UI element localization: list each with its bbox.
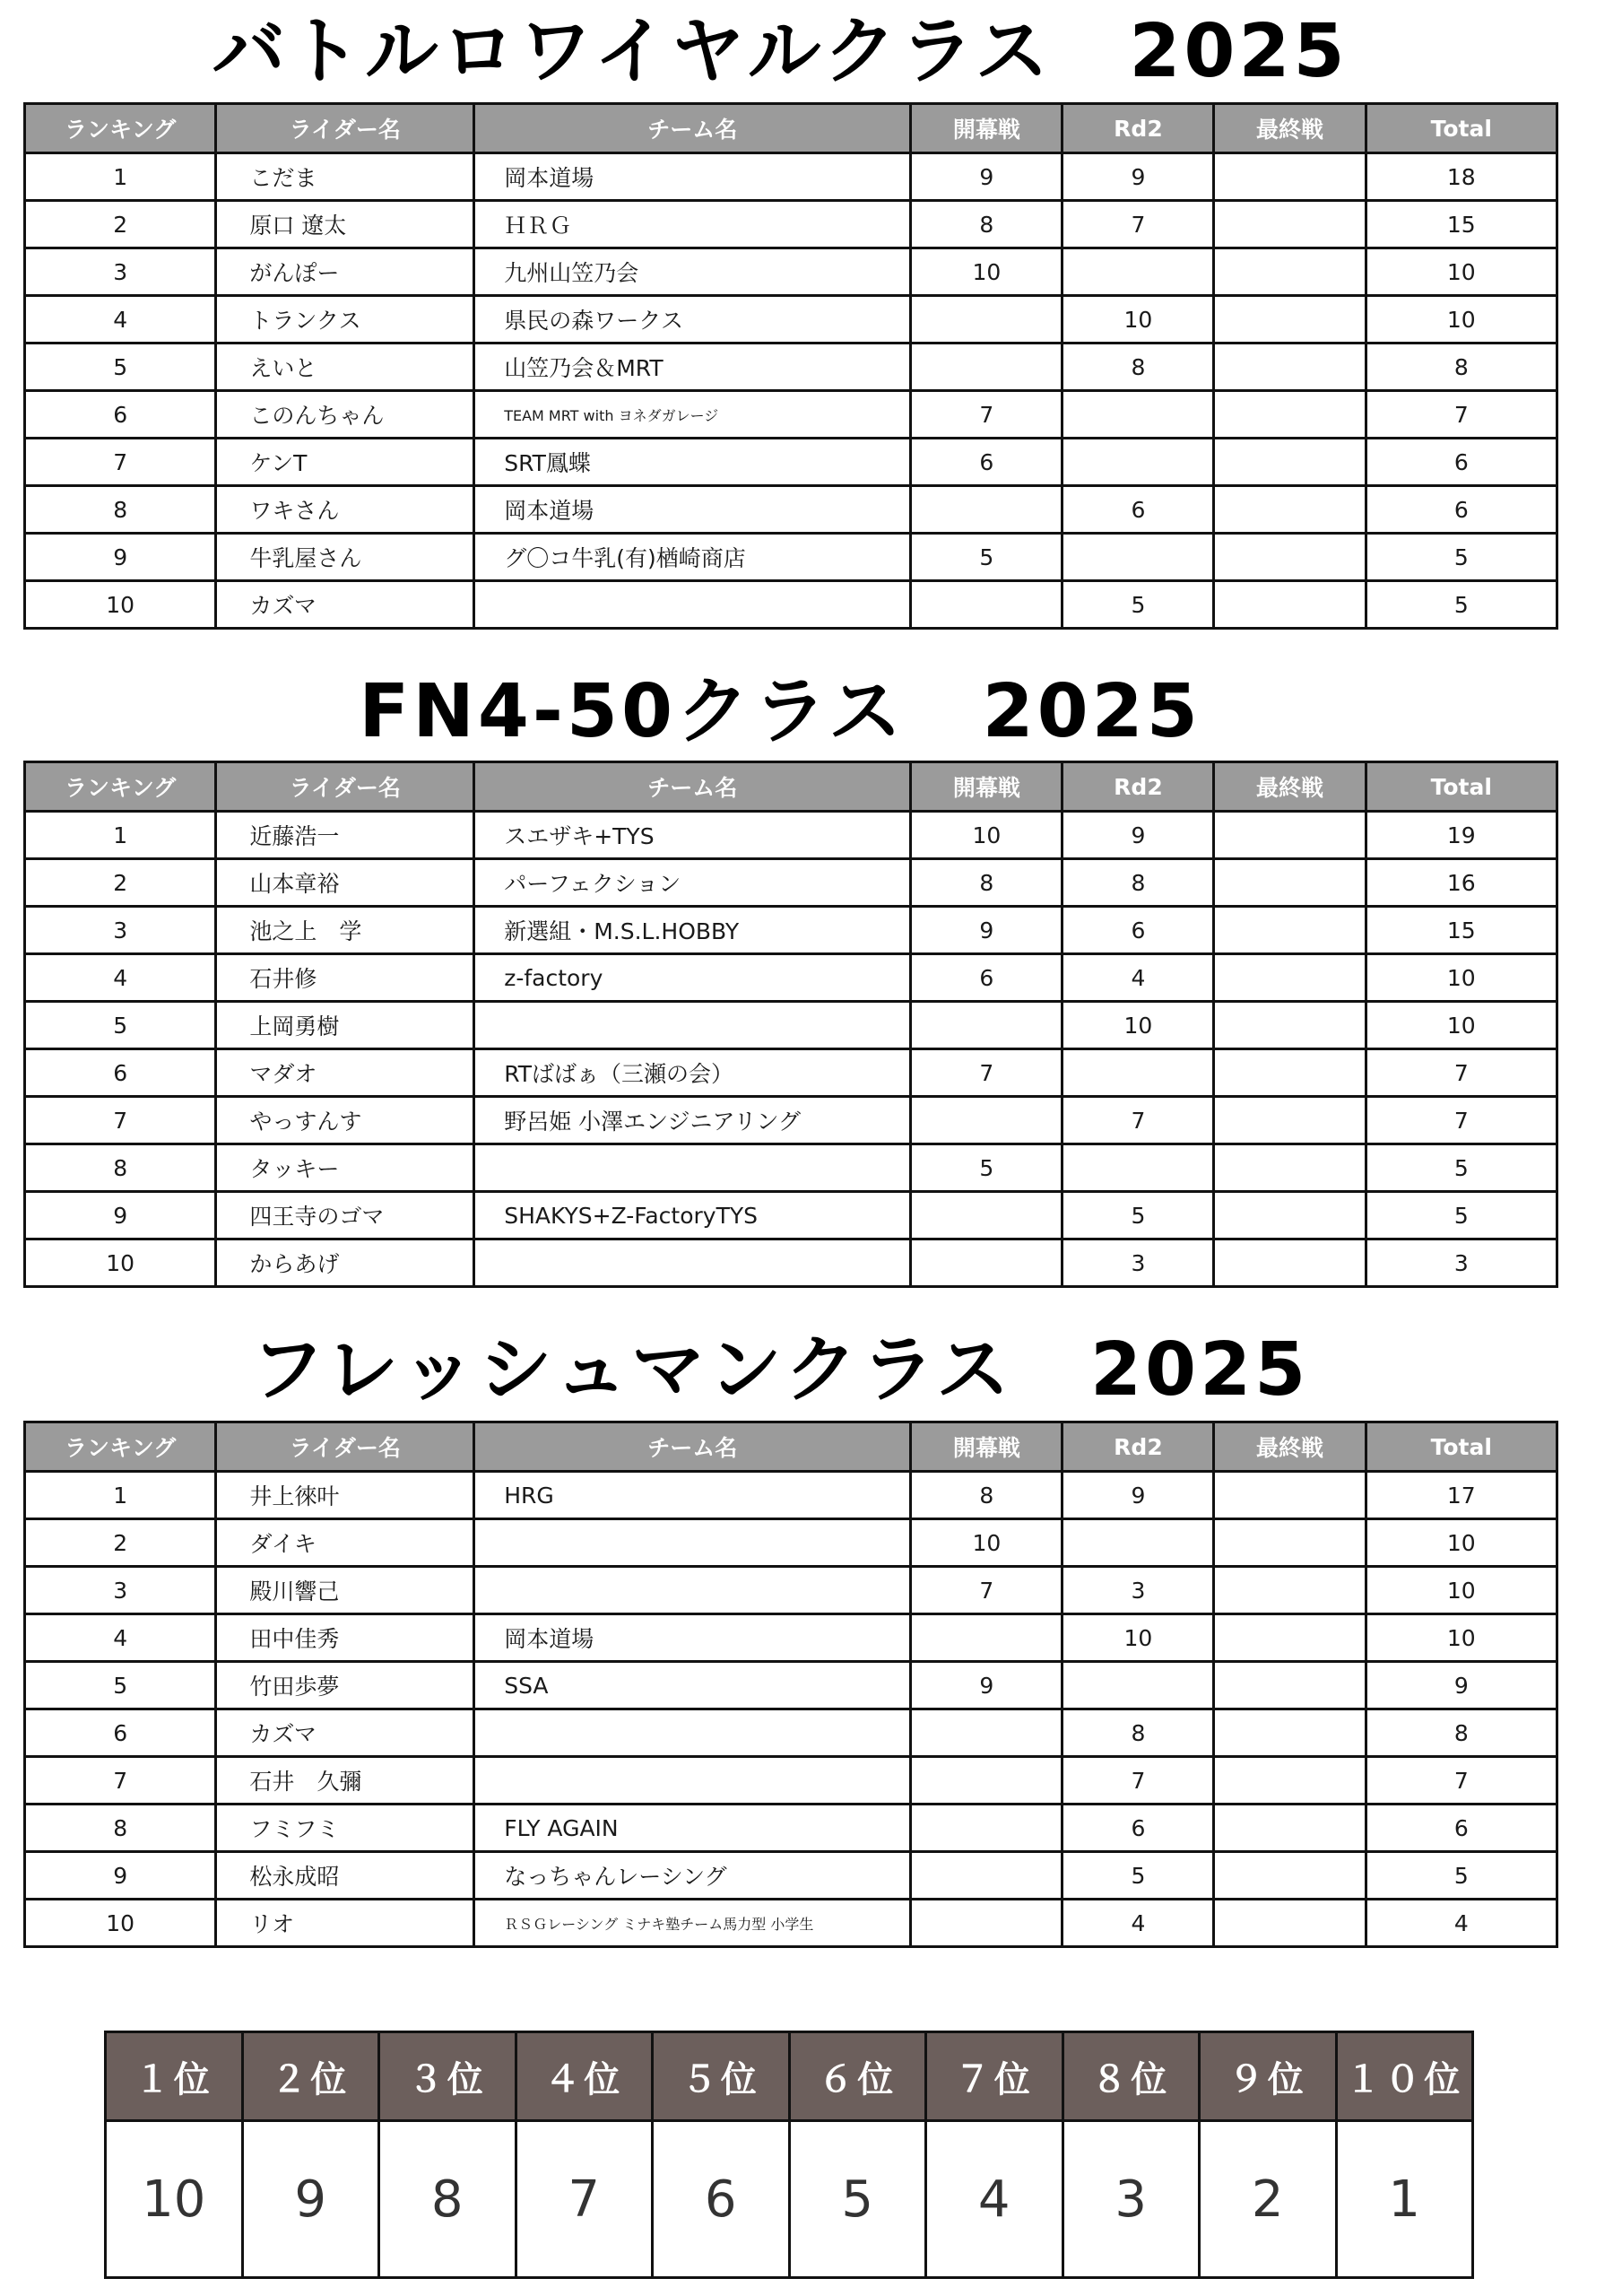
header-round1: 開幕戦	[911, 762, 1063, 812]
final-round-points-cell	[1214, 812, 1366, 859]
standings-table-battle-royal	[23, 102, 1558, 630]
round1-points-cell	[911, 1709, 1063, 1757]
header-final: 最終戦	[1214, 1422, 1366, 1472]
round2-points-cell: 5	[1063, 581, 1214, 629]
round1-points-cell	[911, 1900, 1063, 1947]
table-row	[25, 1144, 1557, 1192]
place-label-cell: １０位	[1336, 2032, 1473, 2121]
rank-cell: 5	[25, 1002, 216, 1049]
rank-cell: 5	[25, 1662, 216, 1709]
table-row	[25, 1519, 1557, 1567]
final-round-points-cell	[1214, 1757, 1366, 1805]
table-row	[25, 1709, 1557, 1757]
final-round-points-cell	[1214, 344, 1366, 391]
place-label-cell: ３位	[379, 2032, 516, 2121]
header-total: Total	[1366, 762, 1557, 812]
table-row	[25, 201, 1557, 248]
points-header-row	[106, 2032, 1473, 2121]
team-name-cell: SSA	[474, 1662, 911, 1709]
table-body	[25, 812, 1557, 1287]
header-round1: 開幕戦	[911, 1422, 1063, 1472]
total-points-cell: 10	[1366, 1614, 1557, 1662]
total-points-cell: 10	[1366, 1567, 1557, 1614]
round1-points-cell: 6	[911, 439, 1063, 486]
round1-points-cell: 6	[911, 954, 1063, 1002]
place-points-cell: 9	[242, 2121, 379, 2278]
round1-points-cell: 7	[911, 1049, 1063, 1097]
final-round-points-cell	[1214, 1662, 1366, 1709]
total-points-cell: 10	[1366, 296, 1557, 344]
round2-points-cell: 8	[1063, 344, 1214, 391]
final-round-points-cell	[1214, 954, 1366, 1002]
rider-name-cell: 竹田歩夢	[216, 1662, 474, 1709]
place-label-cell: ６位	[789, 2032, 926, 2121]
rider-name-cell: 松永成昭	[216, 1852, 474, 1900]
table-row	[25, 1852, 1557, 1900]
round2-points-cell	[1063, 1519, 1214, 1567]
rider-name-cell: 池之上 学	[216, 907, 474, 954]
place-points-cell: 8	[379, 2121, 516, 2278]
team-name-cell: 野呂姫 小澤エンジニアリング	[474, 1097, 911, 1144]
final-round-points-cell	[1214, 391, 1366, 439]
team-name-cell	[474, 1239, 911, 1287]
table-row	[25, 1192, 1557, 1239]
final-round-points-cell	[1214, 859, 1366, 907]
rank-cell: 1	[25, 1472, 216, 1519]
round2-points-cell: 6	[1063, 486, 1214, 534]
round1-points-cell: 10	[911, 248, 1063, 296]
final-round-points-cell	[1214, 1709, 1366, 1757]
table-row	[25, 581, 1557, 629]
final-round-points-cell	[1214, 534, 1366, 581]
rider-name-cell: 上岡勇樹	[216, 1002, 474, 1049]
table-header-row	[25, 104, 1557, 153]
round2-points-cell: 10	[1063, 296, 1214, 344]
final-round-points-cell	[1214, 1805, 1366, 1852]
team-name-cell: TEAM MRT with ヨネダガレージ	[474, 391, 911, 439]
round2-points-cell: 7	[1063, 201, 1214, 248]
round1-points-cell	[911, 1239, 1063, 1287]
round2-points-cell: 9	[1063, 1472, 1214, 1519]
final-round-points-cell	[1214, 1900, 1366, 1947]
table-row	[25, 812, 1557, 859]
round1-points-cell	[911, 1002, 1063, 1049]
round2-points-cell: 4	[1063, 954, 1214, 1002]
header-ranking: ランキング	[25, 762, 216, 812]
rank-cell: 8	[25, 1805, 216, 1852]
rank-cell: 2	[25, 1519, 216, 1567]
team-name-cell: 岡本道場	[474, 153, 911, 201]
table-row	[25, 1757, 1557, 1805]
total-points-cell: 10	[1366, 1002, 1557, 1049]
round2-points-cell	[1063, 439, 1214, 486]
round2-points-cell: 5	[1063, 1852, 1214, 1900]
final-round-points-cell	[1214, 1002, 1366, 1049]
place-points-cell: 10	[106, 2121, 243, 2278]
total-points-cell: 7	[1366, 1049, 1557, 1097]
team-name-cell: 岡本道場	[474, 486, 911, 534]
round2-points-cell: 10	[1063, 1002, 1214, 1049]
header-total: Total	[1366, 104, 1557, 153]
team-name-cell: 岡本道場	[474, 1614, 911, 1662]
rider-name-cell: やっすんす	[216, 1097, 474, 1144]
round1-points-cell: 7	[911, 1567, 1063, 1614]
rider-name-cell: 殿川響己	[216, 1567, 474, 1614]
team-name-cell: 山笠乃会＆MRT	[474, 344, 911, 391]
table-row	[25, 1239, 1557, 1287]
header-ranking: ランキング	[25, 1422, 216, 1472]
rank-cell: 4	[25, 296, 216, 344]
rank-cell: 3	[25, 907, 216, 954]
total-points-cell: 16	[1366, 859, 1557, 907]
table-row	[25, 1097, 1557, 1144]
rider-name-cell: このんちゃん	[216, 391, 474, 439]
place-points-cell: 2	[1200, 2121, 1337, 2278]
rank-cell: 8	[25, 486, 216, 534]
rider-name-cell: カズマ	[216, 581, 474, 629]
place-label-cell: ２位	[242, 2032, 379, 2121]
round1-points-cell: 7	[911, 391, 1063, 439]
table-row	[25, 1662, 1557, 1709]
rider-name-cell: ダイキ	[216, 1519, 474, 1567]
rank-cell: 2	[25, 201, 216, 248]
rider-name-cell: 田中佳秀	[216, 1614, 474, 1662]
final-round-points-cell	[1214, 1519, 1366, 1567]
rank-cell: 8	[25, 1144, 216, 1192]
rider-name-cell: タッキー	[216, 1144, 474, 1192]
total-points-cell: 8	[1366, 1709, 1557, 1757]
final-round-points-cell	[1214, 1192, 1366, 1239]
rank-cell: 10	[25, 581, 216, 629]
round2-points-cell	[1063, 1049, 1214, 1097]
header-rider: ライダー名	[216, 762, 474, 812]
header-rider: ライダー名	[216, 1422, 474, 1472]
table-row	[25, 954, 1557, 1002]
final-round-points-cell	[1214, 1144, 1366, 1192]
round2-points-cell: 7	[1063, 1097, 1214, 1144]
team-name-cell	[474, 1757, 911, 1805]
total-points-cell: 9	[1366, 1662, 1557, 1709]
total-points-cell: 15	[1366, 907, 1557, 954]
team-name-cell: なっちゃんレーシング	[474, 1852, 911, 1900]
rank-cell: 3	[25, 1567, 216, 1614]
round2-points-cell: 3	[1063, 1567, 1214, 1614]
round2-points-cell: 6	[1063, 907, 1214, 954]
total-points-cell: 5	[1366, 1144, 1557, 1192]
place-label-cell: ８位	[1063, 2032, 1200, 2121]
team-name-cell: 新選組・M.S.L.HOBBY	[474, 907, 911, 954]
header-team: チーム名	[474, 104, 911, 153]
rank-cell: 6	[25, 391, 216, 439]
round1-points-cell	[911, 1852, 1063, 1900]
table-row	[25, 296, 1557, 344]
header-final: 最終戦	[1214, 104, 1366, 153]
total-points-cell: 6	[1366, 439, 1557, 486]
rank-cell: 1	[25, 153, 216, 201]
section-title-battle-royal: バトルロワイヤルクラス 2025	[212, 9, 1349, 94]
table-row	[25, 1567, 1557, 1614]
rider-name-cell: ケンT	[216, 439, 474, 486]
round1-points-cell	[911, 1805, 1063, 1852]
rider-name-cell: 井上徠叶	[216, 1472, 474, 1519]
final-round-points-cell	[1214, 201, 1366, 248]
team-name-cell: ＨＲＧ	[474, 201, 911, 248]
table-row	[25, 1900, 1557, 1947]
table-row	[25, 1049, 1557, 1097]
round2-points-cell: 9	[1063, 153, 1214, 201]
team-name-cell: HRG	[474, 1472, 911, 1519]
final-round-points-cell	[1214, 1049, 1366, 1097]
round1-points-cell: 10	[911, 1519, 1063, 1567]
rider-name-cell: 近藤浩一	[216, 812, 474, 859]
rank-cell: 10	[25, 1900, 216, 1947]
team-name-cell: SRT鳳蝶	[474, 439, 911, 486]
total-points-cell: 8	[1366, 344, 1557, 391]
final-round-points-cell	[1214, 296, 1366, 344]
place-label-cell: ９位	[1200, 2032, 1337, 2121]
place-points-cell: 3	[1063, 2121, 1200, 2278]
rank-cell: 7	[25, 439, 216, 486]
rider-name-cell: カズマ	[216, 1709, 474, 1757]
round1-points-cell	[911, 1757, 1063, 1805]
table-row	[25, 1805, 1557, 1852]
round1-points-cell	[911, 581, 1063, 629]
total-points-cell: 19	[1366, 812, 1557, 859]
round2-points-cell	[1063, 391, 1214, 439]
header-round2: Rd2	[1063, 762, 1214, 812]
table-row	[25, 439, 1557, 486]
table-row	[25, 391, 1557, 439]
round2-points-cell: 8	[1063, 1709, 1214, 1757]
table-body	[25, 153, 1557, 629]
table-row	[25, 344, 1557, 391]
round1-points-cell: 5	[911, 1144, 1063, 1192]
team-name-cell: FLY AGAIN	[474, 1805, 911, 1852]
total-points-cell: 7	[1366, 1757, 1557, 1805]
round2-points-cell: 3	[1063, 1239, 1214, 1287]
total-points-cell: 18	[1366, 153, 1557, 201]
table-row	[25, 153, 1557, 201]
table-row	[25, 1002, 1557, 1049]
final-round-points-cell	[1214, 1472, 1366, 1519]
rank-cell: 7	[25, 1097, 216, 1144]
rider-name-cell: 石井修	[216, 954, 474, 1002]
rank-cell: 1	[25, 812, 216, 859]
total-points-cell: 5	[1366, 534, 1557, 581]
team-name-cell: ＲＳＧレーシング ミナキ塾チーム馬力型 小学生	[474, 1900, 911, 1947]
team-name-cell: SHAKYS+Z-FactoryTYS	[474, 1192, 911, 1239]
points-value-row	[106, 2121, 1473, 2278]
header-total: Total	[1366, 1422, 1557, 1472]
total-points-cell: 17	[1366, 1472, 1557, 1519]
team-name-cell	[474, 1519, 911, 1567]
final-round-points-cell	[1214, 1852, 1366, 1900]
total-points-cell: 4	[1366, 1900, 1557, 1947]
rank-cell: 3	[25, 248, 216, 296]
rider-name-cell: 山本章裕	[216, 859, 474, 907]
total-points-cell: 10	[1366, 954, 1557, 1002]
rider-name-cell: 牛乳屋さん	[216, 534, 474, 581]
round2-points-cell: 5	[1063, 1192, 1214, 1239]
place-points-cell: 1	[1336, 2121, 1473, 2278]
team-name-cell	[474, 1709, 911, 1757]
place-label-cell: ５位	[653, 2032, 790, 2121]
team-name-cell: スエザキ+TYS	[474, 812, 911, 859]
round1-points-cell	[911, 344, 1063, 391]
rank-cell: 6	[25, 1709, 216, 1757]
total-points-cell: 15	[1366, 201, 1557, 248]
rider-name-cell: 四王寺のゴマ	[216, 1192, 474, 1239]
place-points-cell: 4	[926, 2121, 1063, 2278]
rider-name-cell: 石井 久彌	[216, 1757, 474, 1805]
rank-cell: 9	[25, 534, 216, 581]
round1-points-cell	[911, 296, 1063, 344]
table-row	[25, 248, 1557, 296]
standings-table-freshman	[23, 1421, 1558, 1948]
round1-points-cell: 8	[911, 201, 1063, 248]
header-team: チーム名	[474, 762, 911, 812]
header-round2: Rd2	[1063, 104, 1214, 153]
final-round-points-cell	[1214, 248, 1366, 296]
round2-points-cell: 4	[1063, 1900, 1214, 1947]
total-points-cell: 10	[1366, 248, 1557, 296]
header-round1: 開幕戦	[911, 104, 1063, 153]
round2-points-cell: 9	[1063, 812, 1214, 859]
section-title-fn4-50: FN4-50クラス 2025	[359, 669, 1201, 754]
team-name-cell: パーフェクション	[474, 859, 911, 907]
total-points-cell: 3	[1366, 1239, 1557, 1287]
place-points-cell: 5	[789, 2121, 926, 2278]
round2-points-cell	[1063, 534, 1214, 581]
final-round-points-cell	[1214, 1239, 1366, 1287]
total-points-cell: 5	[1366, 1192, 1557, 1239]
standings-table-fn4-50	[23, 761, 1558, 1288]
total-points-cell: 7	[1366, 1097, 1557, 1144]
section-title-freshman: フレッシュマンクラス 2025	[250, 1327, 1310, 1413]
points-table	[104, 2031, 1474, 2279]
round1-points-cell: 8	[911, 859, 1063, 907]
final-round-points-cell	[1214, 153, 1366, 201]
table-row	[25, 907, 1557, 954]
rank-cell: 5	[25, 344, 216, 391]
round2-points-cell: 6	[1063, 1805, 1214, 1852]
team-name-cell	[474, 1144, 911, 1192]
total-points-cell: 5	[1366, 581, 1557, 629]
team-name-cell: グ〇コ牛乳(有)楢崎商店	[474, 534, 911, 581]
place-label-cell: ４位	[516, 2032, 653, 2121]
final-round-points-cell	[1214, 581, 1366, 629]
rank-cell: 4	[25, 1614, 216, 1662]
rider-name-cell: こだま	[216, 153, 474, 201]
table-row	[25, 1472, 1557, 1519]
rider-name-cell: ワキさん	[216, 486, 474, 534]
total-points-cell: 6	[1366, 1805, 1557, 1852]
round2-points-cell	[1063, 1662, 1214, 1709]
final-round-points-cell	[1214, 1614, 1366, 1662]
rank-cell: 10	[25, 1239, 216, 1287]
round2-points-cell	[1063, 248, 1214, 296]
header-round2: Rd2	[1063, 1422, 1214, 1472]
table-row	[25, 1614, 1557, 1662]
total-points-cell: 10	[1366, 1519, 1557, 1567]
final-round-points-cell	[1214, 1097, 1366, 1144]
final-round-points-cell	[1214, 486, 1366, 534]
header-rider: ライダー名	[216, 104, 474, 153]
place-label-cell: ７位	[926, 2032, 1063, 2121]
rider-name-cell: 原口 遼太	[216, 201, 474, 248]
rank-cell: 7	[25, 1757, 216, 1805]
table-header-row	[25, 1422, 1557, 1472]
total-points-cell: 5	[1366, 1852, 1557, 1900]
round2-points-cell: 10	[1063, 1614, 1214, 1662]
rider-name-cell: マダオ	[216, 1049, 474, 1097]
rank-cell: 2	[25, 859, 216, 907]
total-points-cell: 7	[1366, 391, 1557, 439]
team-name-cell	[474, 1567, 911, 1614]
team-name-cell: 九州山笠乃会	[474, 248, 911, 296]
team-name-cell	[474, 1002, 911, 1049]
rider-name-cell: トランクス	[216, 296, 474, 344]
round1-points-cell: 9	[911, 907, 1063, 954]
round2-points-cell	[1063, 1144, 1214, 1192]
rider-name-cell: がんぽー	[216, 248, 474, 296]
round1-points-cell	[911, 486, 1063, 534]
round2-points-cell: 8	[1063, 859, 1214, 907]
round1-points-cell	[911, 1614, 1063, 1662]
rider-name-cell: リオ	[216, 1900, 474, 1947]
table-row	[25, 486, 1557, 534]
rider-name-cell: フミフミ	[216, 1805, 474, 1852]
final-round-points-cell	[1214, 907, 1366, 954]
round1-points-cell: 10	[911, 812, 1063, 859]
rider-name-cell: えいと	[216, 344, 474, 391]
team-name-cell: 県民の森ワークス	[474, 296, 911, 344]
total-points-cell: 6	[1366, 486, 1557, 534]
round1-points-cell: 5	[911, 534, 1063, 581]
rank-cell: 6	[25, 1049, 216, 1097]
round2-points-cell: 7	[1063, 1757, 1214, 1805]
header-final: 最終戦	[1214, 762, 1366, 812]
place-points-cell: 6	[653, 2121, 790, 2278]
round1-points-cell: 9	[911, 153, 1063, 201]
header-team: チーム名	[474, 1422, 911, 1472]
place-points-cell: 7	[516, 2121, 653, 2278]
team-name-cell	[474, 581, 911, 629]
team-name-cell: RTばばぁ（三瀬の会）	[474, 1049, 911, 1097]
rank-cell: 4	[25, 954, 216, 1002]
rank-cell: 9	[25, 1192, 216, 1239]
table-row	[25, 534, 1557, 581]
final-round-points-cell	[1214, 1567, 1366, 1614]
table-row	[25, 859, 1557, 907]
table-body	[25, 1472, 1557, 1947]
final-round-points-cell	[1214, 439, 1366, 486]
team-name-cell: z-factory	[474, 954, 911, 1002]
rider-name-cell: からあげ	[216, 1239, 474, 1287]
header-ranking: ランキング	[25, 104, 216, 153]
table-header-row	[25, 762, 1557, 812]
round1-points-cell	[911, 1097, 1063, 1144]
round1-points-cell: 9	[911, 1662, 1063, 1709]
place-label-cell: １位	[106, 2032, 243, 2121]
round1-points-cell	[911, 1192, 1063, 1239]
rank-cell: 9	[25, 1852, 216, 1900]
round1-points-cell: 8	[911, 1472, 1063, 1519]
